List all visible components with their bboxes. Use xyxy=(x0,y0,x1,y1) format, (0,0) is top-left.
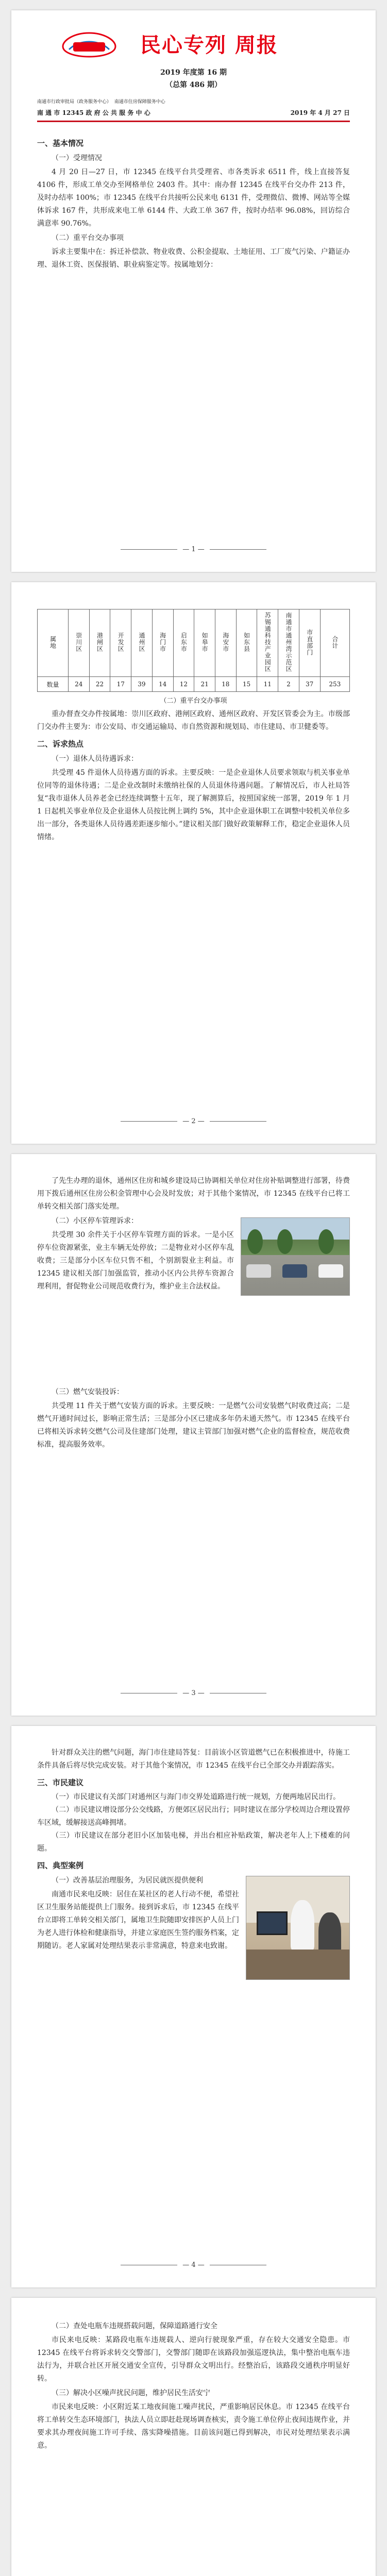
table-caption: （二）重平台交办事项 xyxy=(160,697,227,705)
publisher-org: 南通市行政审批局（政务服务中心） 南通市住房保障服务中心 xyxy=(37,99,165,105)
table-header-cell: 海安市 xyxy=(215,609,236,677)
document-page-2 xyxy=(11,582,376,1144)
subsection-heading: （一）退休人员待遇诉求： xyxy=(52,755,138,763)
page1-body xyxy=(37,133,350,272)
paragraph: 南通市民来电反映：居住在某社区的老人行动不便，希望社区卫生服务站能提供上门服务。接到诉求后，市 12345 在线平台立即将工单转交相关部门，属地卫生院随即安排医护人员上门为老人进行体检和健康指导，并建立家庭医生签约服务档案，定期随访。老人家属对处理结果表示非常满意，特意来电致谢。 xyxy=(37,1890,239,1950)
table-value-cell: 253 xyxy=(320,677,349,692)
subsection-heading: （一）受理情况 xyxy=(52,154,102,162)
subsection-heading: （一）改善基层治理服务，为居民就医提供便利 xyxy=(52,1876,203,1885)
table-value-cell: 17 xyxy=(110,677,131,692)
table-header-cell: 启东市 xyxy=(173,609,194,677)
table-value-cell: 2 xyxy=(278,677,299,692)
table-value-cell: 11 xyxy=(257,677,278,692)
section-heading: 二、诉求热点 xyxy=(37,739,84,749)
table-value-cell: 39 xyxy=(131,677,153,692)
table-value-cell: 数量 xyxy=(38,677,69,692)
logo-icon xyxy=(59,30,120,59)
table-header-cell: 如东县 xyxy=(236,609,257,677)
subsection-heading: （二）重平台交办事项 xyxy=(52,234,124,242)
table-value-cell: 15 xyxy=(236,677,257,692)
page-number: — 3 — xyxy=(11,1689,376,1697)
district-table xyxy=(37,609,350,692)
page4-body xyxy=(37,1747,350,2008)
document-page-3 xyxy=(11,1154,376,1716)
table-header-cell: 如皋市 xyxy=(194,609,215,677)
paragraph: 针对群众关注的燃气问题，海门市住建局答复：目前该小区管道燃气已在积极推进中，待施工条件具备后将尽快完成安装。对于其他个案情况，市 12345 在线平台已全部交办并跟踪落实。 xyxy=(37,1749,350,1770)
table-value-cell: 22 xyxy=(89,677,110,692)
subsection-heading: （二）查处电瓶车违规搭载问题，保障道路通行安全 xyxy=(52,2322,217,2330)
paragraph: 重办督查交办件按属地：崇川区政府、港闸区政府、通州区政府、开发区管委会为主。市级部门交办件主要为：市公安局、市交通运输局、市自然资源和规划局、市住建局、市卫健委等。 xyxy=(37,710,350,731)
page-number: — 1 — xyxy=(11,546,376,553)
paragraph: 市民来电反映：某路段电瓶车违规载人、逆向行驶现象严重，存在较大交通安全隐患。市 12345 在线平台将诉求转交交警部门，交警部门随即在该路段加强巡逻执法，集中整治电瓶车违法行为，并联合社区开展交通安全宣传，引导群众文明出行。经整治后，该路段交通秩序明显好转。 xyxy=(37,2336,350,2383)
table-value-cell: 14 xyxy=(152,677,173,692)
parking-lot-photo xyxy=(241,1217,350,1296)
page3-body xyxy=(37,1175,350,1451)
subsection-heading: （三）燃气安装投诉： xyxy=(52,1388,124,1396)
section-heading: 三、市民建议 xyxy=(37,1778,84,1787)
publish-date: 2019 年 4 月 27 日 xyxy=(290,109,350,116)
paragraph: 共受理 11 件关于燃气安装方面的诉求。主要反映：一是燃气公司安装燃气时收费过高；二是燃气开通时间过长，影响正常生活；三是部分小区已建成多年仍未通天然气。市 12345 在线平台已将相关诉求转交燃气公司及住建部门处理，建议主管部门加强对燃气企业的监督检查，规范收费标准，提高服务效率。 xyxy=(37,1402,350,1449)
paragraph: 4 月 20 日—27 日，市 12345 在线平台共受理省、市各类诉求 6511 件，线上直接答复 4106 件，形成工单交办至网格单位 2403 件。其中：南办督 12345 在线平台交办件 213 件，及时办结率 100%；市 12345 在线平台共接听公民来电 6131 件，受理微信、微博、网站等全媒体诉求 167 件，共形成来电工单 6144 件、大政工单 367 件，按时办结率 96.08%，回访综合满意率 90.76%。 xyxy=(37,168,350,228)
table-header-cell: 南通市通州湾示范区 xyxy=(278,609,299,677)
paragraph: （二）市民建议增设部分公交线路，方便郊区居民出行；同时建议在部分学校周边合理设置停车区域，缓解接送高峰拥堵。 xyxy=(37,1806,350,1827)
page5-body xyxy=(37,2318,350,2452)
document-page-5 xyxy=(11,2298,376,2576)
section-heading: 四、典型案例 xyxy=(37,1861,84,1870)
table-value-cell: 21 xyxy=(194,677,215,692)
paragraph: 共受理 30 余件关于小区停车管理方面的诉求。一是小区停车位资源紧张，业主车辆无处停放；二是物业对小区停车乱收费；三是部分小区车位只售不租，个别割裂业主利益。市 12345 建议相关部门加强监管，推动小区内公共停车资源合理利用，督促物业公司规范收费行为，维护业主合法权益。 xyxy=(37,1231,234,1291)
paragraph: （一）市民建议有关部门对通州区与海门市交界处道路进行统一规划，方便两地居民出行。 xyxy=(52,1793,340,1801)
page2-body xyxy=(37,603,350,844)
total-issue-number: （总第 486 期） xyxy=(165,81,222,89)
table-header-cell: 苏锡通科技产业园区 xyxy=(257,609,278,677)
masthead-title: 民心专列 周报 xyxy=(140,33,278,57)
table-header-cell: 开发区 xyxy=(110,609,131,677)
table-value-cell: 24 xyxy=(68,677,89,692)
table-header-cell: 属地 xyxy=(38,609,69,677)
paragraph: （三）市民建议在部分老旧小区加装电梯，并出台相应补贴政策，解决老年人上下楼难的问题。 xyxy=(37,1832,350,1853)
page-number: — 2 — xyxy=(11,1117,376,1125)
paragraph: 共受理 45 件退休人员待遇方面的诉求。主要反映：一是企业退休人员要求领取与机关事业单位同等的退休待遇；二是企业改制时未缴纳社保的人员退休待遇问题。了解情况后，市人社局答复“我市退休人员养老金已经连续调整十五年，现了解测算后，按照国家统一部署，2019 年 1 月 1 日起机关事业单位及企业退休人员按比例上调约 5%，其中企业退休职工在调整中较机关单位多出一部分，各类退休人员待遇差距逐步缩小。”建议相关部门做好政策解释工作，稳定企业退休人员情绪。 xyxy=(37,769,350,841)
table-value-cell: 37 xyxy=(299,677,320,692)
paragraph: 诉求主要集中在：拆迁补偿款、物业收费、公积金提取、土地征用、工厂废气污染、户籍证办理、退休工资、医保报销、职业病鉴定等。按属地划分： xyxy=(37,248,350,269)
paragraph: 了先生办理的退休，通州区住房和城乡建设局已协调相关单位对住房补贴调整进行部署，待费用下拨后通州区住房公积金管理中心会及时发放；对于其他个案情况，市 12345 在线平台已将工单转交相关部门落实处理。 xyxy=(37,1177,350,1211)
table-header-cell: 合计 xyxy=(320,609,349,677)
section-heading: 一、基本情况 xyxy=(37,139,84,148)
issue-number: 2019 年度第 16 期 xyxy=(160,69,227,77)
document-page-4 xyxy=(11,1726,376,2287)
subsection-heading: （三）解决小区噪声扰民问题，维护居民生活安宁 xyxy=(52,2389,210,2397)
table-value-cell: 12 xyxy=(173,677,194,692)
table-header-cell: 通州区 xyxy=(131,609,153,677)
table-value-cell: 18 xyxy=(215,677,236,692)
document-page-1 xyxy=(11,10,376,572)
table-header-cell: 市直部门 xyxy=(299,609,320,677)
service-office-photo xyxy=(246,1876,350,1980)
publisher-bar xyxy=(37,98,350,122)
table-header-cell: 崇川区 xyxy=(68,609,89,677)
paragraph: 市民来电反映：小区附近某工地夜间施工噪声扰民，严重影响居民休息。市 12345 在线平台将工单转交生态环境部门，执法人员立即赶赴现场调查核实，责令施工单位停止夜间违规作业，并要求其办理夜间施工许可手续、落实降噪措施。目前该问题已得到解决，市民对处理结果表示满意。 xyxy=(37,2403,350,2450)
sponsor-name: 南 通 市 12345 政 府 公 共 服 务 中 心 xyxy=(37,109,150,116)
table-header-cell: 海门市 xyxy=(152,609,173,677)
page-number: — 4 — xyxy=(11,2261,376,2269)
table-header-cell: 港闸区 xyxy=(89,609,110,677)
subsection-heading: （二）小区停车管理诉求： xyxy=(52,1217,138,1225)
